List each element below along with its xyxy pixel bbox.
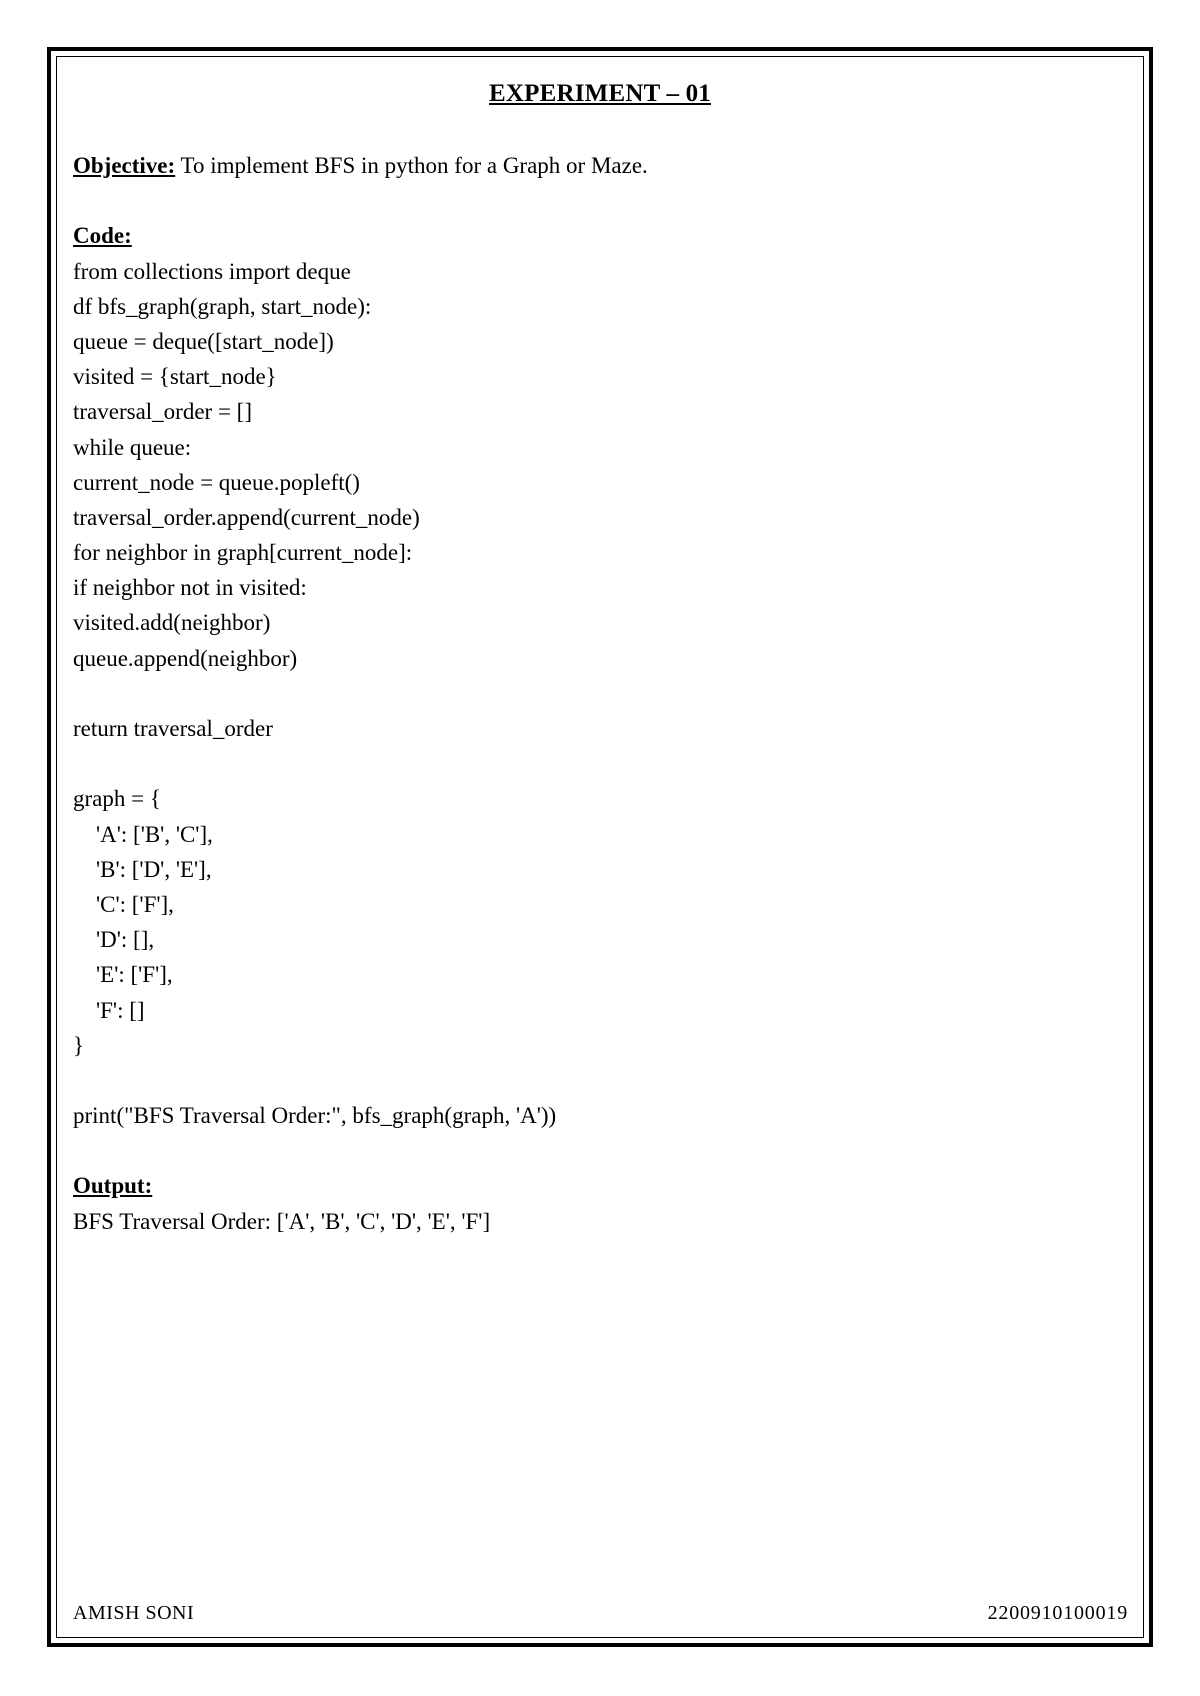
objective-label: Objective: [73,153,176,178]
spacer [73,183,1113,218]
code-line: df bfs_graph(graph, start_node): [73,293,372,319]
code-line: for neighbor in graph[current_node]: [73,540,413,566]
code-line: visited = {start_node} [73,364,277,390]
code-line: 'F': [] [73,997,145,1023]
code-line: 'C': ['F'], [73,891,174,917]
code-line: graph = { [73,786,161,812]
document-body [73,148,1113,1239]
code-line: 'A': ['B', 'C'], [73,821,213,847]
code-line [73,746,1113,781]
code-line: queue.append(neighbor) [73,645,298,671]
code-line: print("BFS Traversal Order:", bfs_graph(graph, 'A')) [73,1103,557,1129]
code-block [73,254,1113,1134]
code-line: 'B': ['D', 'E'], [73,856,212,882]
output-label: Output: [73,1173,153,1199]
code-line: return traversal_order [73,716,273,741]
code-line: 'E': ['F'], [73,962,173,988]
output-text: BFS Traversal Order: ['A', 'B', 'C', 'D', 'E', 'F'] [73,1208,491,1234]
code-heading-line [73,218,1113,253]
code-line [73,676,1113,711]
code-line: if neighbor not in visited: [73,575,307,601]
code-line: queue = deque([start_node]) [73,328,334,354]
objective-line [73,148,1113,183]
experiment-title: EXPERIMENT – 01 [488,80,711,107]
code-line: 'D': [], [73,927,155,953]
code-line: from collections import deque [73,258,351,284]
code-line: current_node = queue.popleft() [73,469,360,495]
code-line: } [73,1032,85,1058]
code-line [73,1063,1113,1098]
code-line: while queue: [73,434,192,460]
code-line: traversal_order = [] [73,399,252,425]
code-line: visited.add(neighbor) [73,610,271,636]
code-line: traversal_order.append(current_node) [73,504,420,530]
spacer [73,1133,1113,1168]
footer-student-name: AMISH SONI [73,1602,195,1624]
footer-roll-number: 2200910100019 [987,1602,1128,1624]
output-heading-line [73,1168,1113,1203]
objective-text: To implement BFS in python for a Graph or Maze. [175,153,648,178]
code-label: Code: [73,223,132,249]
